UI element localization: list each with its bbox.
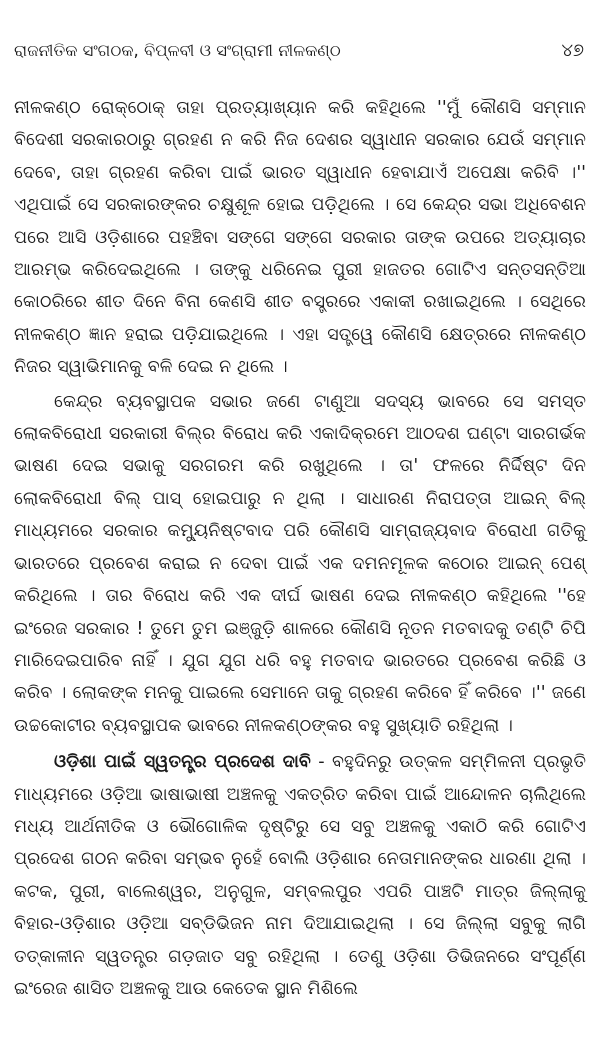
paragraph-3: [14, 746, 586, 1005]
paragraph-2-text: କେନ୍ଦ୍ର ବ୍ୟବସ୍ଥାପକ ସଭାର ଜଣେ ଟାଣୁଆ ସଦସ୍ୟ ଭାବରେ ସେ ସମସ୍ତ ଲୋକବିରୋଧୀ ସରକାରୀ ବିଲ୍‌ର ବିରୋଧ କରି ଏକାଦିକ୍ରମେ ଆଠଦଶ ଘଣ୍ଟା ସାରଗର୍ଭକ ଭାଷଣ ଦେଇ ସଭାକୁ ସରଗରମ କରି ରଖୁଥିଲେ । ତା' ଫଳରେ ନିର୍ଦ୍ଦିଷ୍ଟ ଦିନ ଲୋକବିରୋଧୀ ବିଲ୍ ପାସ୍ ହୋଇପାରୁ ନ ଥିଲା । ସାଧାରଣ ନିରାପତ୍ତା ଆଇନ୍ ବିଲ୍ ମାଧ୍ୟମରେ ସରକାର କମ୍ୟୁନିଷ୍ଟବାଦ ପରି କୌଣସି ସାମ୍ରାଜ୍ୟବାଦ ବିରୋଧୀ ଗତିକୁ ଭାରତରେ ପ୍ରବେଶ କରାଇ ନ ଦେବା ପାଇଁ ଏକ ଦମନମୂଳକ କଠୋର ଆଇନ୍ ପେଶ୍ କରିଥିଲେ । ତାର ବିରୋଧ କରି ଏକ ଦୀର୍ଘ ଭାଷଣ ଦେଇ ନୀଳକଣ୍ଠ କହିଥିଲେ ''ହେ ଇଂରେଜ ସରକାର ! ତୁମେ ତୁମ ଇଞ୍ଜୁଡ଼ି ଶାଳରେ କୌଣସି ନୂତନ ମତବାଦକୁ ତଣ୍ଟି ଚିପି ମାରିଦେଇପାରିବ ନାହିଁ । ଯୁଗ ଯୁଗ ଧରି ବହୁ ମତବାଦ ଭାରତରେ ପ୍ରବେଶ କରିଛି ଓ କରିବ । ଲୋକଙ୍କ ମନକୁ ପାଇଲେ ସେମାନେ ତାକୁ ଗ୍ରହଣ କରିବେ ହିଁ କରିବେ ।'' ଜଣେ ଉଚ୍ଚକୋଟୀର ବ୍ୟବସ୍ଥାପକ ଭାବରେ ନୀଳକଣ୍ଠଙ୍କର ବହୁ ସୁଖ୍ୟାତି ରହିଥିଲା ।: [14, 391, 586, 736]
paragraph-3-text: - ବହୁଦିନରୁ ଉତ୍କଳ ସମ୍ମିଳନୀ ପ୍ରଭୃତି ମାଧ୍ୟମରେ ଓଡ଼ିଆ ଭାଷାଭାଷୀ ଅଞ୍ଚଳକୁ ଏକତ୍ରିତ କରିବା ପାଇଁ ଆନ୍ଦୋଳନ ଚାଲିଥିଲେ ମଧ୍ୟ ଆର୍ଥନୀତିକ ଓ ଭୌଗୋଳିକ ଦୃଷ୍ଟିରୁ ସେ ସବୁ ଅଞ୍ଚଳକୁ ଏକାଠି କରି ଗୋଟିଏ ପ୍ରଦେଶ ଗଠନ କରିବା ସମ୍ଭବ ନୁହେଁ ବୋଲି ଓଡ଼ିଶାର ନେତାମାନଙ୍କର ଧାରଣା ଥିଲା । କଟକ, ପୁରୀ, ବାଲେଶ୍ୱର, ଅନୁଗୁଳ, ସମ୍ବଲପୁର ଏପରି ପାଞ୍ଚଟି ମାତ୍ର ଜିଲ୍ଲାକୁ ବିହାର-ଓଡ଼ିଶାର ଓଡ଼ିଆ ସବ୍‌ଡିଭିଜନ ନାମ ଦିଆଯାଇଥିଲା । ସେ ଜିଲ୍ଲା ସବୁକୁ ଲାଗି ତତ୍‌କାଳୀନ ସ୍ୱତନ୍ତ୍ର ଗଡ଼ଜାତ ସବୁ ରହିଥିଲା । ତେଣୁ ଓଡ଼ିଶା ଡିଭିଜନରେ ସଂପୂର୍ଣ୍ଣ ଇଂରେଜ ଶାସିତ ଅଞ୍ଚଳକୁ ଆଉ କେତେକ ସ୍ଥାନ ମିଶିଲେ: [14, 752, 587, 999]
running-header: [14, 40, 584, 66]
page-number: ୪୭: [561, 40, 584, 61]
running-header-title: ରାଜନୀତିକ ସଂଗଠକ, ବିପ୍ଳବୀ ଓ ସଂଗ୍ରାମୀ ନୀଳକଣ୍ଠ: [14, 41, 341, 60]
paragraph-1-text: ନୀଳକଣ୍ଠ ରୋକ୍‌ଠୋକ୍ ତାହା ପ୍ରତ୍ୟାଖ୍ୟାନ କରି କହିଥିଲେ ''ମୁଁ କୌଣସି ସମ୍ମାନ ବିଦେଶୀ ସରକାରଠାରୁ ଗ୍ରହଣ ନ କରି ନିଜ ଦେଶର ସ୍ୱାଧୀନ ସରକାର ଯେଉଁ ସମ୍ମାନ ଦେବେ, ତାହା ଗ୍ରହଣ କରିବା ପାଇଁ ଭାରତ ସ୍ୱାଧୀନ ହେବାଯାଏଁ ଅପେକ୍ଷା କରିବି ।'' ଏଥିପାଇଁ ସେ ସରକାରଙ୍କର ଚକ୍ଷୁଶୂଳ ହୋଇ ପଡ଼ିଥିଲେ । ସେ କେନ୍ଦ୍ର ସଭା ଅଧିବେଶନ ପରେ ଆସି ଓଡ଼ିଶାରେ ପହଞ୍ଚିବା ସଙ୍ଗେ ସଙ୍ଗେ ସରକାର ତାଙ୍କ ଉପରେ ଅତ୍ୟାଚାର ଆରମ୍ଭ କରିଦେଇଥିଲେ । ତାଙ୍କୁ ଧରିନେଇ ପୁରୀ ହାଜତର ଗୋଟିଏ ସନ୍ତସନ୍ତିଆ କୋଠରିରେ ଶୀତ ଦିନେ ବିନା କେଣସି ଶୀତ ବସ୍ତ୍ରରେ ଏକାକୀ ରଖାଇଥିଲେ । ସେଥିରେ ନୀଳକଣ୍ଠ ଜ୍ଞାନ ହରାଇ ପଡ଼ିଯାଇଥିଲେ । ଏହା ସତ୍ତ୍ୱେ କୌଣସି କ୍ଷେତ୍ରରେ ନୀଳକଣ୍ଠ ନିଜର ସ୍ୱାଭିମାନକୁ ବଳି ଦେଇ ନ ଥିଲେ ।: [14, 98, 586, 378]
paragraph-2: [14, 386, 586, 742]
paragraph-1: [14, 92, 586, 384]
section-heading: ଓଡ଼ିଶା ପାଇଁ ସ୍ୱତନ୍ତ୍ର ପ୍ରଦେଶ ଦାବି: [54, 752, 311, 773]
body-text: [14, 92, 586, 1007]
